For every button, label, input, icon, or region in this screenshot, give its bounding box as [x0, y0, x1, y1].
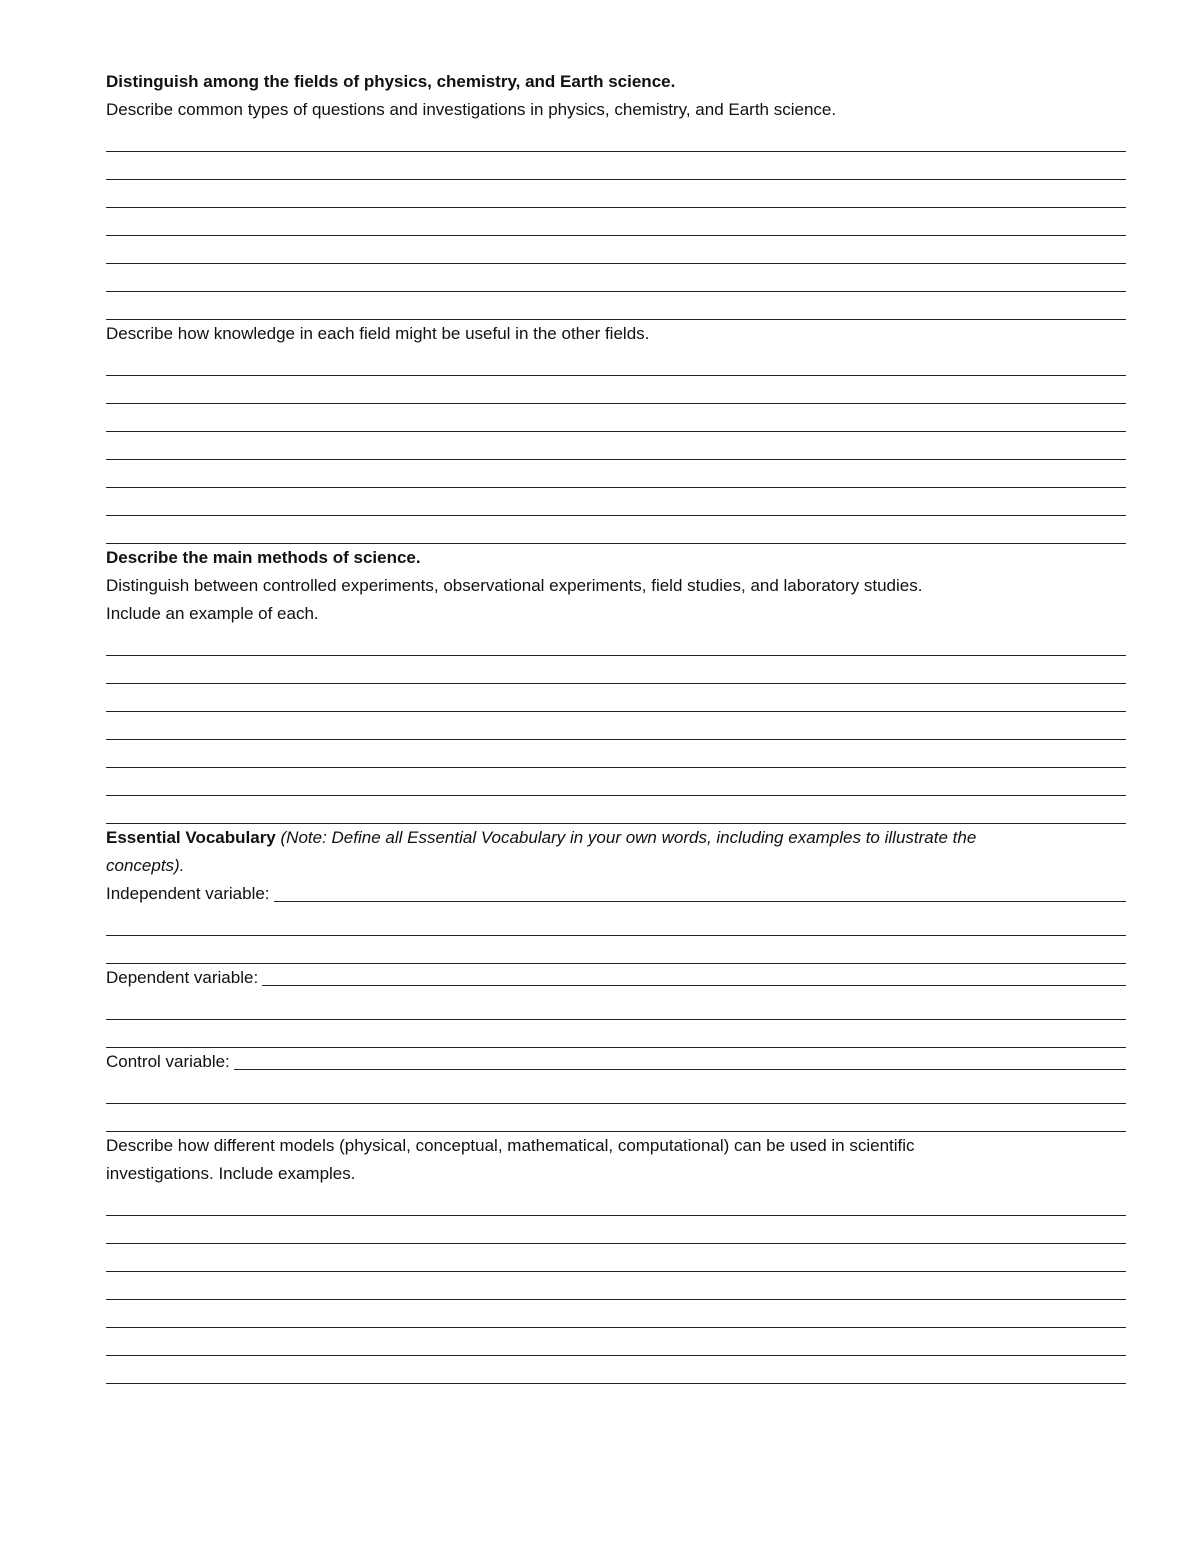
answer-line[interactable]: [106, 460, 1126, 488]
answer-line[interactable]: [106, 628, 1126, 656]
answer-line[interactable]: [106, 740, 1126, 768]
answer-line[interactable]: [106, 768, 1126, 796]
vocabulary-heading-line: [106, 824, 1126, 852]
answer-line[interactable]: [106, 712, 1126, 740]
answer-block-1: [106, 124, 1126, 320]
answer-line[interactable]: [106, 152, 1126, 180]
answer-block-3: [106, 628, 1126, 824]
answer-line[interactable]: [106, 1272, 1126, 1300]
answer-line[interactable]: [106, 796, 1126, 824]
vocabulary-note-cont: concepts).: [106, 856, 185, 875]
answer-line[interactable]: [106, 516, 1126, 544]
answer-line[interactable]: [106, 376, 1126, 404]
answer-line[interactable]: [106, 180, 1126, 208]
answer-line[interactable]: [106, 992, 1126, 1020]
control-variable-input[interactable]: [234, 1049, 1126, 1070]
answer-line[interactable]: [106, 1244, 1126, 1272]
control-variable-label: Control variable:: [106, 1052, 230, 1071]
worksheet-page: [106, 68, 1126, 1384]
answer-line[interactable]: [106, 124, 1126, 152]
answer-line[interactable]: [106, 1356, 1126, 1384]
answer-line[interactable]: [106, 684, 1126, 712]
question-models-line1: Describe how different models (physical, conceptual, mathematical, computational) can be used in scientific: [106, 1136, 915, 1155]
control-variable-field: [106, 1048, 1126, 1076]
dependent-variable-input[interactable]: [262, 965, 1126, 986]
vocabulary-heading: Essential Vocabulary: [106, 828, 276, 847]
answer-line[interactable]: [106, 1188, 1126, 1216]
question-models-line2: investigations. Include examples.: [106, 1164, 356, 1183]
answer-line[interactable]: [106, 656, 1126, 684]
dependent-variable-label: Dependent variable:: [106, 968, 259, 987]
answer-line[interactable]: [106, 264, 1126, 292]
answer-line[interactable]: [106, 488, 1126, 516]
answer-line[interactable]: [106, 208, 1126, 236]
answer-block-2: [106, 348, 1126, 544]
independent-variable-input[interactable]: [274, 881, 1126, 902]
answer-line[interactable]: [106, 1216, 1126, 1244]
answer-block-4: [106, 1188, 1126, 1384]
question-common-investigations: Describe common types of questions and investigations in physics, chemistry, and Earth science.: [106, 100, 837, 119]
question-methods-line1: Distinguish between controlled experiments, observational experiments, field studies, and laboratory studies.: [106, 576, 923, 595]
answer-line[interactable]: [106, 348, 1126, 376]
section1-heading: Distinguish among the fields of physics, chemistry, and Earth science.: [106, 72, 676, 91]
answer-line[interactable]: [106, 432, 1126, 460]
answer-line[interactable]: [106, 292, 1126, 320]
answer-line[interactable]: [106, 1300, 1126, 1328]
answer-line[interactable]: [106, 1020, 1126, 1048]
answer-line[interactable]: [106, 936, 1126, 964]
dependent-variable-field: [106, 964, 1126, 992]
question-methods-line2: Include an example of each.: [106, 604, 319, 623]
answer-line[interactable]: [106, 404, 1126, 432]
answer-line[interactable]: [106, 236, 1126, 264]
independent-variable-field: [106, 880, 1126, 908]
answer-line[interactable]: [106, 1076, 1126, 1104]
independent-variable-label: Independent variable:: [106, 884, 270, 903]
answer-line[interactable]: [106, 908, 1126, 936]
section2-heading: Describe the main methods of science.: [106, 548, 421, 567]
question-knowledge-useful: Describe how knowledge in each field might be useful in the other fields.: [106, 324, 650, 343]
vocabulary-note: (Note: Define all Essential Vocabulary in your own words, including examples to illustrate the: [280, 828, 977, 847]
answer-line[interactable]: [106, 1328, 1126, 1356]
answer-line[interactable]: [106, 1104, 1126, 1132]
